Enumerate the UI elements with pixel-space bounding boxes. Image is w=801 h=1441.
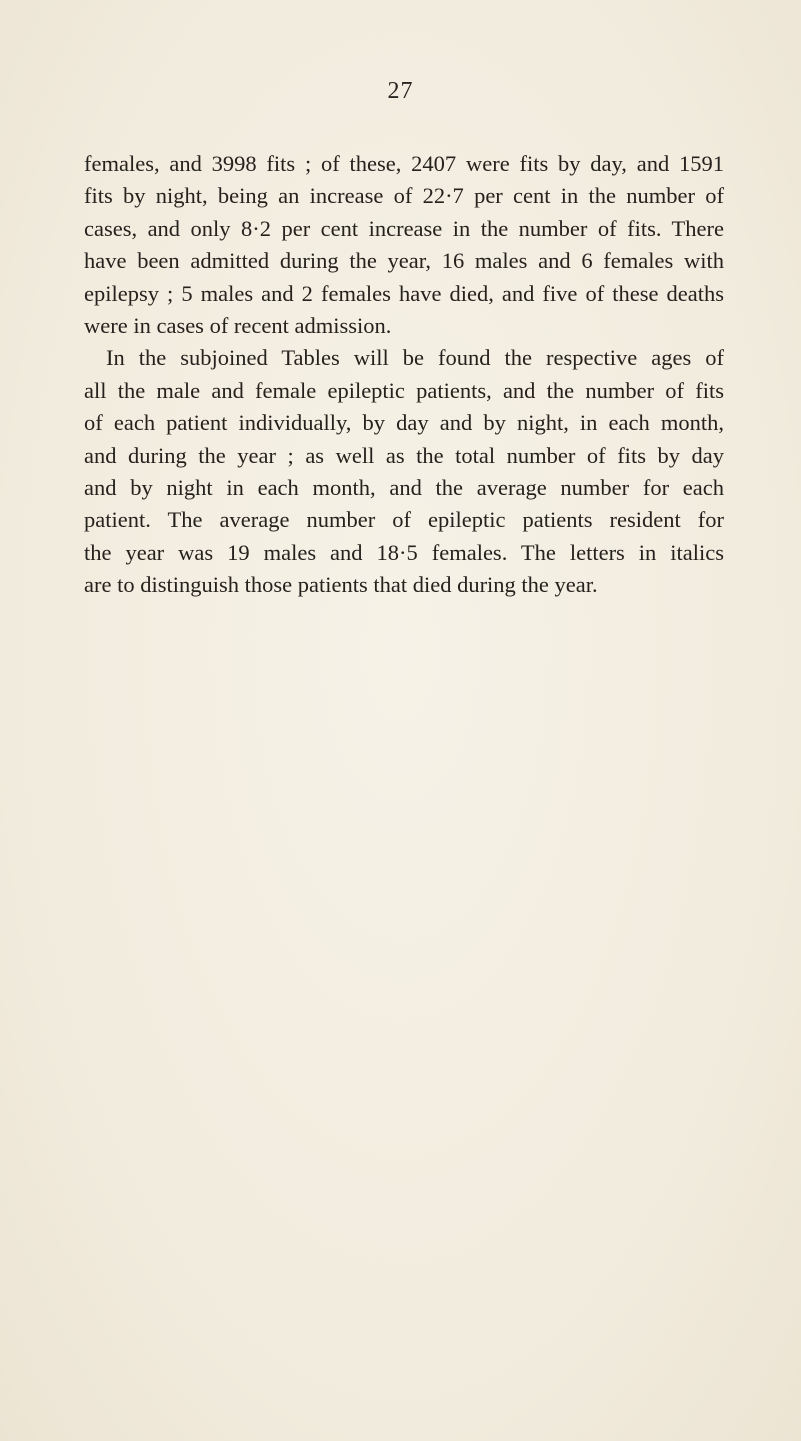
text-line: and by night in each month, and the average number for each bbox=[84, 474, 724, 500]
text-line: and during the year ; as well as the total number of fits by day bbox=[84, 442, 724, 468]
text-line: epilepsy ; 5 males and 2 females have died, and five of these deaths bbox=[84, 280, 724, 306]
text-line: fits by night, being an increase of 22·7 per cent in the number of bbox=[84, 183, 724, 209]
text-line: were in cases of recent admission. bbox=[84, 312, 392, 338]
text-line: are to distinguish those patients that died during the year. bbox=[84, 572, 598, 598]
page-number: 27 bbox=[387, 78, 414, 104]
text-line: the year was 19 males and 18·5 females. The letters in italics bbox=[84, 539, 724, 565]
text-line: all the male and female epileptic patients, and the number of fits bbox=[84, 377, 724, 403]
text-line: of each patient individually, by day and by night, in each month, bbox=[84, 410, 724, 436]
text-line: cases, and only 8·2 per cent increase in the number of fits. There bbox=[84, 215, 724, 241]
body-text bbox=[84, 148, 724, 601]
text-line: have been admitted during the year, 16 males and 6 females with bbox=[84, 248, 724, 274]
text-line: females, and 3998 fits ; of these, 2407 were fits by day, and 1591 bbox=[84, 151, 724, 176]
paragraph-2 bbox=[84, 342, 724, 601]
paragraph-1 bbox=[84, 148, 724, 342]
text-line: In the subjoined Tables will be found the respective ages of bbox=[106, 345, 724, 371]
text-line: patient. The average number of epileptic patients resident for bbox=[84, 507, 724, 533]
